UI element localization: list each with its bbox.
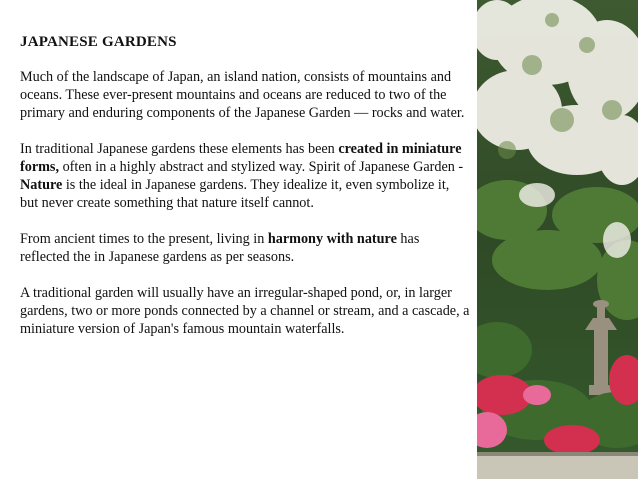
emphasis-text: harmony with nature [267,231,397,247]
paragraph-text: often in a highly abstract and stylized way. Spirit of Japanese Garden - [59,159,464,175]
slide-text-column [20,33,470,356]
paragraph [20,284,470,338]
paragraph-text: has reflected the in Japanese gardens as per seasons. [20,231,420,265]
emphasis-text: created in miniature forms, [20,141,462,175]
garden-photo-image [477,0,638,479]
emphasis-text: Nature [20,177,63,193]
paragraph [20,140,470,212]
paragraph [20,68,470,122]
slide-body [20,68,470,338]
paragraph-text: From ancient times to the present, living in [20,231,268,247]
paragraph-text: is the ideal in Japanese gardens. They idealize it, even symbolize it, but never create something that nature itself cannot. [20,177,450,211]
paragraph-text: In traditional Japanese gardens these elements has been [20,141,339,157]
slide-title: JAPANESE GARDENS [20,34,177,50]
paragraph-text: Much of the landscape of Japan, an island nation, consists of mountains and oceans. These ever-present mountains and oceans are reduced to two of the primary and enduring components of the Japanese Garden — rocks and water. [20,69,465,121]
paragraph-text: A traditional garden will usually have an irregular-shaped pond, or, in larger gardens, two or more ponds connected by a channel or stream, and a cascade, a miniature version of Japan's famous mountain waterfalls. [20,285,470,337]
paragraph [20,230,470,266]
garden-photo [477,0,638,479]
